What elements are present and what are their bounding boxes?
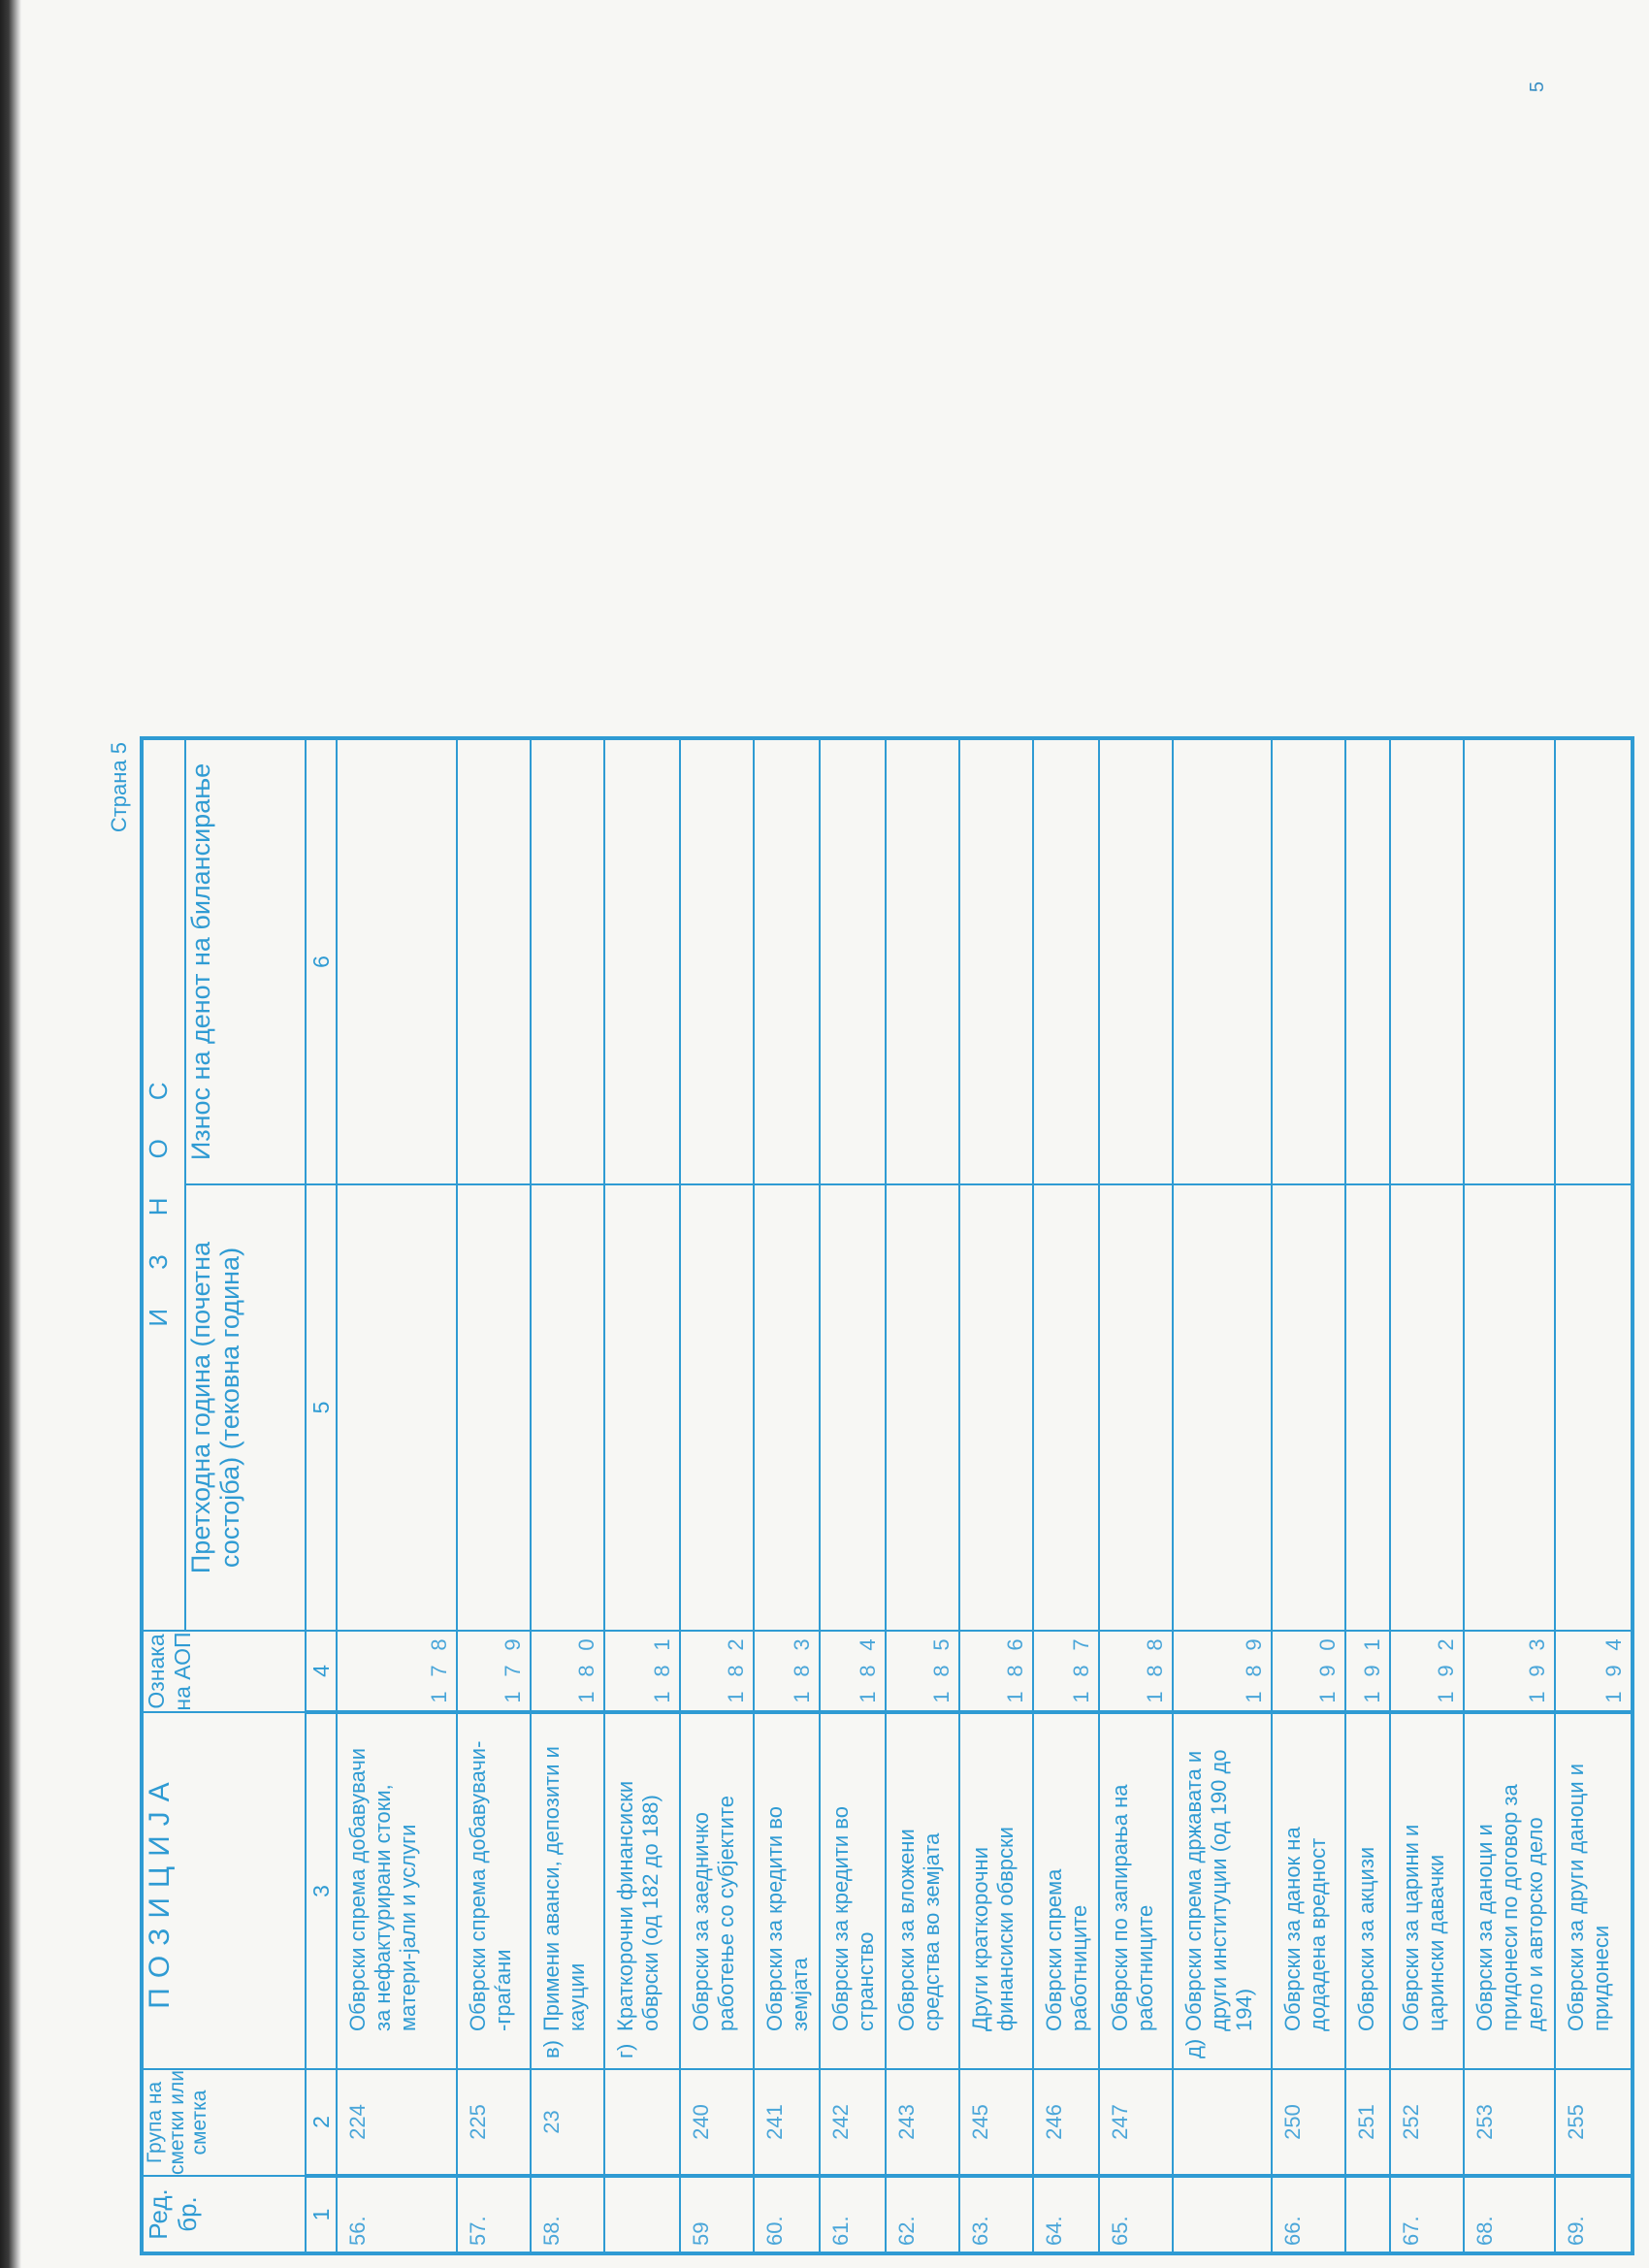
cell-pozicija	[457, 1712, 531, 2069]
cell-pozicija	[604, 1712, 680, 2069]
aop-digit: 8	[427, 1638, 451, 1651]
cell-red-br: 66.	[1272, 2176, 1345, 2253]
cell-amount-prethodna[interactable]	[1464, 1184, 1555, 1631]
cell-amount-prethodna[interactable]	[1555, 1184, 1633, 1631]
cell-red-br	[1345, 2176, 1390, 2253]
aop-digit: 1	[1143, 1691, 1167, 1703]
cell-amount-denot[interactable]	[1345, 738, 1390, 1184]
cell-aop	[820, 1631, 886, 1712]
cell-red-br: 62.	[886, 2176, 959, 2253]
cell-red-br	[1173, 2176, 1272, 2253]
aop-digit: 1	[790, 1691, 814, 1703]
pozicija-text: Примени аванси, депозити и кауции	[539, 1746, 589, 2031]
aop-code	[724, 1632, 749, 1710]
table-row	[531, 738, 604, 2253]
column-number: 3	[306, 1712, 337, 2069]
cell-amount-denot[interactable]	[604, 738, 680, 1184]
cell-red-br: 61.	[820, 2176, 886, 2253]
aop-digit: 8	[1003, 1665, 1027, 1677]
cell-aop	[337, 1631, 457, 1712]
aop-digit: 1	[1434, 1691, 1458, 1703]
table-body	[337, 738, 1633, 2253]
column-number: 1	[306, 2176, 337, 2253]
cell-pozicija	[1272, 1712, 1345, 2069]
cell-grupa: 253	[1464, 2069, 1555, 2176]
pozicija-text: Обврски за заедничко работење со субјектите	[689, 1796, 738, 2031]
cell-amount-denot[interactable]	[337, 738, 457, 1184]
aop-digit: 6	[1003, 1638, 1027, 1651]
column-number: 6	[306, 738, 337, 1184]
table-row	[1555, 738, 1633, 2253]
cell-pozicija	[1390, 1712, 1464, 2069]
pozicija-text: Обврски спрема државата и други институции (од 190 до 194)	[1181, 1749, 1256, 2031]
cell-amount-denot[interactable]	[457, 738, 531, 1184]
aop-digit: 9	[1434, 1665, 1458, 1677]
cell-red-br: 67.	[1390, 2176, 1464, 2253]
cell-aop	[886, 1631, 959, 1712]
cell-pozicija	[1464, 1712, 1555, 2069]
cell-amount-prethodna[interactable]	[820, 1184, 886, 1631]
cell-amount-denot[interactable]	[1173, 738, 1272, 1184]
cell-amount-prethodna[interactable]	[680, 1184, 754, 1631]
cell-aop	[1464, 1631, 1555, 1712]
cell-amount-prethodna[interactable]	[1033, 1184, 1099, 1631]
aop-digit: 3	[790, 1638, 814, 1651]
balance-sheet-table	[140, 736, 1634, 2255]
aop-digit: 1	[724, 1691, 748, 1703]
header-prethodna-godina: Претходна година (почетна состојба) (тековна година)	[185, 1184, 306, 1631]
cell-aop	[1099, 1631, 1173, 1712]
cell-aop	[959, 1631, 1033, 1712]
cell-grupa: 245	[959, 2069, 1033, 2176]
pozicija-text: Обврски за кредити во земјата	[762, 1806, 812, 2031]
cell-amount-prethodna[interactable]	[337, 1184, 457, 1631]
cell-grupa: 247	[1099, 2069, 1173, 2176]
cell-pozicija	[1099, 1712, 1173, 2069]
aop-code	[1525, 1632, 1550, 1710]
cell-amount-prethodna[interactable]	[959, 1184, 1033, 1631]
aop-digit: 9	[1242, 1638, 1266, 1651]
cell-red-br: 65.	[1099, 2176, 1173, 2253]
aop-digit: 8	[1069, 1665, 1093, 1677]
header-red-br: Ред. бр.	[142, 2176, 306, 2253]
aop-digit: 8	[856, 1665, 880, 1677]
cell-grupa: 242	[820, 2069, 886, 2176]
header-grupa: Група на сметки или сметка	[142, 2069, 306, 2176]
cell-red-br: 60.	[754, 2176, 820, 2253]
table-row	[1390, 738, 1464, 2253]
cell-amount-prethodna[interactable]	[1272, 1184, 1345, 1631]
cell-aop	[531, 1631, 604, 1712]
aop-digit: 0	[574, 1638, 598, 1651]
aop-digit: 1	[574, 1691, 598, 1703]
pozicija-text: Обврски за данок на додадена вредност	[1280, 1827, 1330, 2031]
aop-digit: 8	[1143, 1665, 1167, 1677]
cell-grupa: 240	[680, 2069, 754, 2176]
cell-amount-denot[interactable]	[1272, 738, 1345, 1184]
table-row	[820, 738, 886, 2253]
pozicija-text: Други краткорочни финансиски обврски	[968, 1827, 1018, 2031]
scan-edge-shadow	[0, 0, 21, 2268]
aop-digit: 8	[724, 1665, 748, 1677]
cell-aop	[1173, 1631, 1272, 1712]
cell-amount-denot[interactable]	[886, 738, 959, 1184]
aop-digit: 1	[1601, 1691, 1626, 1703]
aop-digit: 1	[1360, 1638, 1384, 1651]
aop-digit: 8	[1143, 1638, 1167, 1651]
header-iznos-na-denot: Износ на денот на билансирање	[185, 738, 306, 1184]
cell-amount-denot[interactable]	[1390, 738, 1464, 1184]
cell-amount-prethodna[interactable]	[1099, 1184, 1173, 1631]
cell-amount-prethodna[interactable]	[457, 1184, 531, 1631]
pozicija-text: Обврски за кредити во странство	[828, 1806, 878, 2031]
aop-digit: 0	[1315, 1638, 1340, 1651]
cell-grupa: 246	[1033, 2069, 1099, 2176]
aop-code	[427, 1632, 452, 1710]
table-row	[886, 738, 959, 2253]
aop-digit: 9	[1315, 1665, 1340, 1677]
aop-code	[1069, 1632, 1094, 1710]
rotated-form	[107, 728, 1626, 2255]
header-iznos: ИЗНОС	[142, 738, 185, 1631]
aop-code	[501, 1632, 526, 1710]
cell-amount-denot[interactable]	[820, 738, 886, 1184]
cell-pozicija	[1173, 1712, 1272, 2069]
cell-red-br: 58.	[531, 2176, 604, 2253]
pozicija-text: Краткорочни финансиски обврски (од 182 до 188)	[613, 1780, 663, 2031]
cell-red-br: 68.	[1464, 2176, 1555, 2253]
cell-grupa: 23	[531, 2069, 604, 2176]
table-row	[959, 738, 1033, 2253]
cell-grupa: 225	[457, 2069, 531, 2176]
aop-digit: 1	[1003, 1691, 1027, 1703]
aop-digit: 7	[427, 1665, 451, 1677]
cell-red-br	[604, 2176, 680, 2253]
aop-digit: 8	[650, 1665, 674, 1677]
cell-grupa: 224	[337, 2069, 457, 2176]
pozicija-text: Обврски спрема добавувачи- -граѓани	[466, 1740, 515, 2031]
cell-aop	[1033, 1631, 1099, 1712]
cell-pozicija	[959, 1712, 1033, 2069]
cell-amount-denot[interactable]	[1555, 738, 1633, 1184]
aop-code	[856, 1632, 881, 1710]
aop-digit: 8	[929, 1665, 954, 1677]
aop-digit: 9	[1360, 1665, 1384, 1677]
pozicija-text: Обврски за даноци и придонеси по договор за дело и авторско дело	[1472, 1784, 1547, 2031]
aop-code	[574, 1632, 599, 1710]
cell-aop	[1272, 1631, 1345, 1712]
aop-code	[1601, 1632, 1627, 1710]
pozicija-text: Обврски за вложени средства во земјата	[894, 1829, 944, 2031]
cell-amount-denot[interactable]	[680, 738, 754, 1184]
aop-digit: 1	[650, 1638, 674, 1651]
table-row	[1345, 738, 1390, 2253]
aop-digit: 1	[427, 1691, 451, 1703]
aop-digit: 8	[574, 1665, 598, 1677]
aop-digit: 1	[856, 1691, 880, 1703]
table-row	[1099, 738, 1173, 2253]
cell-amount-prethodna[interactable]	[1173, 1184, 1272, 1631]
aop-digit: 1	[1069, 1691, 1093, 1703]
cell-pozicija	[1033, 1712, 1099, 2069]
pozicija-text: Обврски за царини и царински давачки	[1399, 1824, 1448, 2031]
aop-digit: 1	[501, 1691, 525, 1703]
cell-pozicija	[680, 1712, 754, 2069]
aop-digit: 1	[1525, 1691, 1549, 1703]
cell-grupa: 241	[754, 2069, 820, 2176]
aop-digit: 1	[1360, 1691, 1384, 1703]
cell-aop	[1345, 1631, 1390, 1712]
cell-amount-prethodna[interactable]	[531, 1184, 604, 1631]
page-label: Страна 5	[107, 742, 131, 833]
aop-digit: 7	[501, 1665, 525, 1677]
cell-grupa	[1173, 2069, 1272, 2176]
table-row	[457, 738, 531, 2253]
aop-digit: 9	[1601, 1665, 1626, 1677]
pozicija-text: Обврски по запирања на работниците	[1108, 1784, 1157, 2031]
aop-digit: 9	[501, 1638, 525, 1651]
aop-digit: 5	[929, 1638, 954, 1651]
aop-code	[1434, 1632, 1459, 1710]
cell-grupa: 255	[1555, 2069, 1633, 2176]
cell-amount-prethodna[interactable]	[1390, 1184, 1464, 1631]
cell-red-br: 59	[680, 2176, 754, 2253]
cell-amount-denot[interactable]	[959, 738, 1033, 1184]
cell-amount-prethodna[interactable]	[754, 1184, 820, 1631]
aop-digit: 2	[1434, 1638, 1458, 1651]
cell-aop	[1390, 1631, 1464, 1712]
table-row	[1173, 738, 1272, 2253]
aop-code	[1360, 1632, 1385, 1710]
cell-amount-denot[interactable]	[1464, 738, 1555, 1184]
cell-grupa: 243	[886, 2069, 959, 2176]
aop-digit: 4	[856, 1638, 880, 1651]
cell-aop	[457, 1631, 531, 1712]
aop-code	[790, 1632, 815, 1710]
cell-pozicija	[754, 1712, 820, 2069]
aop-code	[650, 1632, 675, 1710]
cell-amount-denot[interactable]	[531, 738, 604, 1184]
table-row	[680, 738, 754, 2253]
cell-pozicija	[886, 1712, 959, 2069]
header-oznaka-aop: Ознака на АОП	[142, 1631, 306, 1712]
cell-amount-denot[interactable]	[1033, 738, 1099, 1184]
cell-red-br: 57.	[457, 2176, 531, 2253]
table-row	[1033, 738, 1099, 2253]
column-number-row	[306, 738, 337, 2253]
table-row	[604, 738, 680, 2253]
cell-aop	[604, 1631, 680, 1712]
aop-digit: 2	[724, 1638, 748, 1651]
aop-digit: 9	[1525, 1665, 1549, 1677]
aop-digit: 7	[1069, 1638, 1093, 1651]
cell-grupa: 251	[1345, 2069, 1390, 2176]
table-row	[754, 738, 820, 2253]
pozicija-prefix: д)	[1181, 2038, 1206, 2058]
cell-red-br: 69.	[1555, 2176, 1633, 2253]
table-row	[337, 738, 457, 2253]
aop-digit: 4	[1601, 1638, 1626, 1651]
cell-pozicija	[531, 1712, 604, 2069]
aop-code	[1003, 1632, 1028, 1710]
cell-red-br: 56.	[337, 2176, 457, 2253]
cell-amount-prethodna[interactable]	[604, 1184, 680, 1631]
pozicija-prefix: в)	[539, 2039, 564, 2058]
cell-amount-prethodna[interactable]	[1345, 1184, 1390, 1631]
column-number: 4	[306, 1631, 337, 1712]
aop-code	[929, 1632, 954, 1710]
pozicija-text: Обврски спрема добавувачи за нефактурирани стоки, матери-јали и услуги	[345, 1747, 420, 2031]
cell-pozicija	[1345, 1712, 1390, 2069]
cell-pozicija	[1555, 1712, 1633, 2069]
cell-amount-prethodna[interactable]	[886, 1184, 959, 1631]
aop-digit: 1	[1315, 1691, 1340, 1703]
aop-code	[1242, 1632, 1267, 1710]
column-number: 2	[306, 2069, 337, 2176]
aop-digit: 3	[1525, 1638, 1549, 1651]
cell-grupa: 250	[1272, 2069, 1345, 2176]
aop-digit: 8	[1242, 1665, 1266, 1677]
cell-pozicija	[820, 1712, 886, 2069]
aop-digit: 8	[790, 1665, 814, 1677]
pozicija-prefix: г)	[613, 2043, 637, 2058]
cell-aop	[754, 1631, 820, 1712]
cell-pozicija	[337, 1712, 457, 2069]
column-number: 5	[306, 1184, 337, 1631]
cell-amount-denot[interactable]	[754, 738, 820, 1184]
pozicija-text: Обврски спрема работниците	[1042, 1868, 1091, 2031]
cell-amount-denot[interactable]	[1099, 738, 1173, 1184]
cell-grupa	[604, 2069, 680, 2176]
aop-code	[1143, 1632, 1168, 1710]
cell-grupa: 252	[1390, 2069, 1464, 2176]
cell-aop	[1555, 1631, 1633, 1712]
page-corner-number: 5	[1527, 81, 1549, 93]
cell-red-br: 63.	[959, 2176, 1033, 2253]
aop-digit: 1	[1242, 1691, 1266, 1703]
cell-aop	[680, 1631, 754, 1712]
table-row	[1464, 738, 1555, 2253]
aop-code	[1315, 1632, 1341, 1710]
pozicija-text: Обврски за други даноци и придонеси	[1564, 1763, 1613, 2031]
header-pozicija: ПОЗИЦИЈА	[142, 1712, 306, 2069]
cell-red-br: 64.	[1033, 2176, 1099, 2253]
aop-digit: 1	[929, 1691, 954, 1703]
pozicija-text: Обврски за акцизи	[1354, 1846, 1378, 2031]
aop-digit: 1	[650, 1691, 674, 1703]
table-row	[1272, 738, 1345, 2253]
